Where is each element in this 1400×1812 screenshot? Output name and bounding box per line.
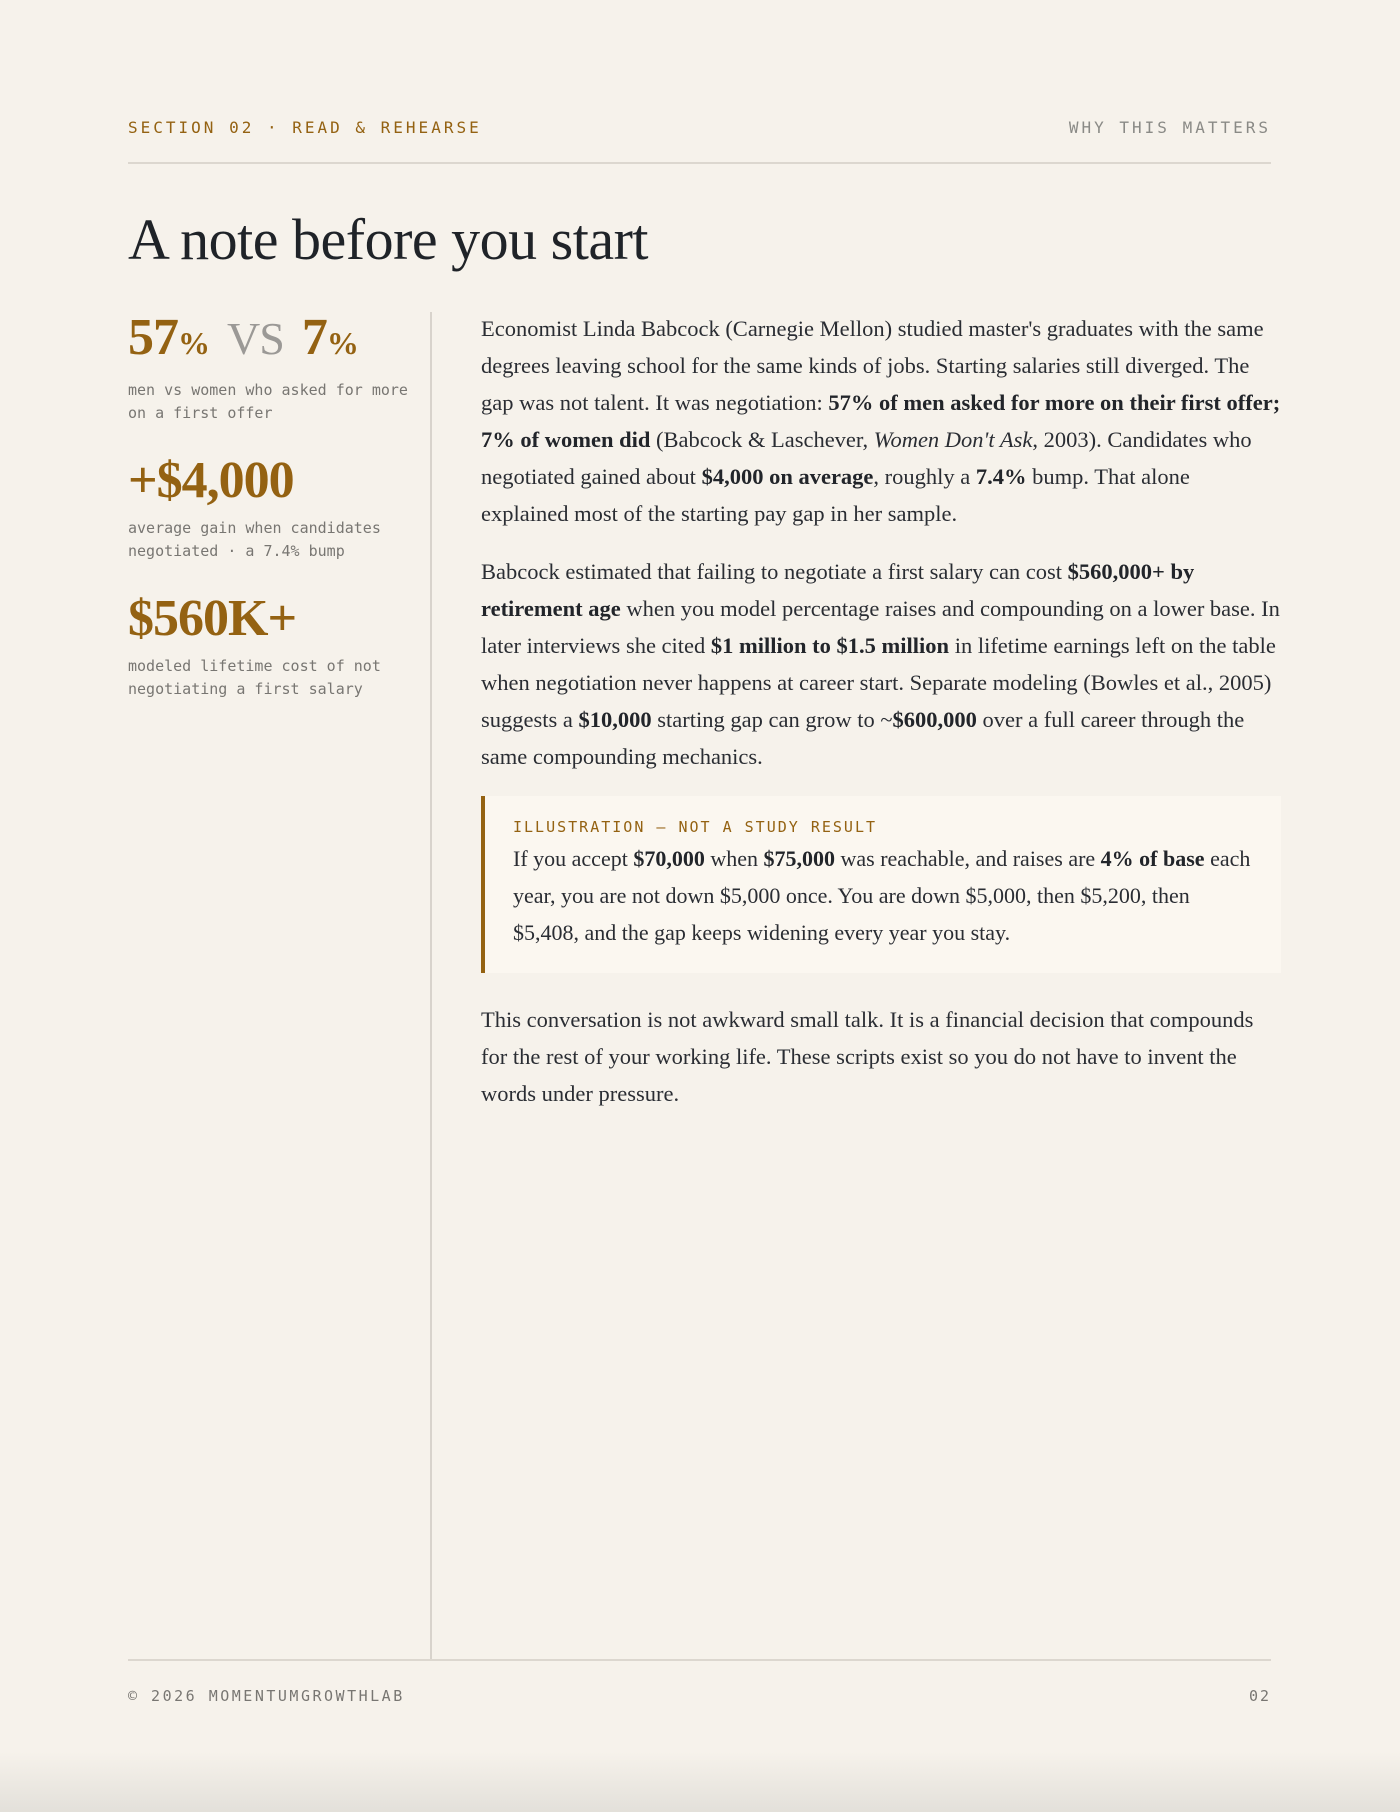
- section-label: SECTION 02 · READ & REHEARSE: [128, 118, 482, 137]
- stat-lifetime-cost-value: $560K+: [128, 590, 297, 647]
- stat-ask-rate-caption: men vs women who asked for more on a first offer: [128, 381, 408, 422]
- bottom-fade: [0, 1752, 1400, 1812]
- stat-lifetime-cost: [128, 589, 408, 701]
- stat-ask-rate-value: [128, 308, 408, 373]
- illustration-callout: [481, 796, 1281, 973]
- page: [128, 0, 1281, 1812]
- stat-average-gain: [128, 451, 408, 563]
- stat-ask-rate: [128, 308, 408, 425]
- stat-men-unit: %: [178, 325, 209, 361]
- stat-men-value: 57: [128, 309, 178, 366]
- stat-lifetime-cost-caption: modeled lifetime cost of not negotiating a first salary: [128, 657, 381, 698]
- stat-women-value: 7: [301, 309, 327, 366]
- stats-sidebar: [128, 308, 408, 727]
- page-footer: [128, 1659, 1271, 1705]
- topic-label: WHY THIS MATTERS: [1068, 118, 1271, 137]
- paragraph-babcock-study: Economist Linda Babcock (Carnegie Mellon) studied master's graduates with the same degrees leaving school for the same kinds of jobs. Starting salaries still diverged. The gap was not talent. It was negotiation: 57% of men asked for more on their first offer; 7% of women did (Babcock & Laschever, Women Don't Ask, 2003). Candidates who negotiated gained about $4,000 on average, roughly a 7.4% bump. That alone explained most of the starting pay gap in her sample.: [481, 316, 1281, 526]
- book-title: Women Don't Ask: [873, 427, 1033, 452]
- main-content: [481, 310, 1281, 1133]
- column-divider: [430, 312, 432, 1660]
- stat-average-gain-caption: average gain when candidates negotiated · a 7.4% bump: [128, 519, 381, 560]
- callout-label: ILLUSTRATION — NOT A STUDY RESULT: [513, 818, 878, 836]
- page-header: [128, 118, 1271, 164]
- copyright: © 2026 MOMENTUMGROWTHLAB: [128, 1687, 405, 1705]
- stat-vs: VS: [227, 313, 284, 364]
- stat-women-unit: %: [326, 325, 358, 361]
- stat-average-gain-value: +$4,000: [128, 452, 294, 509]
- callout-text: If you accept $70,000 when $75,000 was reachable, and raises are 4% of base each year, you are not down $5,000 once. You are down $5,000, then $5,200, then $5,408, and the gap keeps widening every year you stay.: [513, 846, 1251, 945]
- paragraph-conclusion: This conversation is not awkward small talk. It is a financial decision that compounds for the rest of your working life. These scripts exist so you do not have to invent the words under pressure.: [481, 1007, 1254, 1106]
- paragraph-lifetime-cost: Babcock estimated that failing to negotiate a first salary can cost $560,000+ by retirement age when you model percentage raises and compounding on a lower base. In later interviews she cited $1 million to $1.5 million in lifetime earnings left on the table when negotiation never happens at career start. Separate modeling (Bowles et al., 2005) suggests a $10,000 starting gap can grow to ~$600,000 over a full career through the same compounding mechanics.: [481, 559, 1280, 769]
- page-number: 02: [1248, 1687, 1271, 1705]
- page-title: A note before you start: [128, 207, 649, 272]
